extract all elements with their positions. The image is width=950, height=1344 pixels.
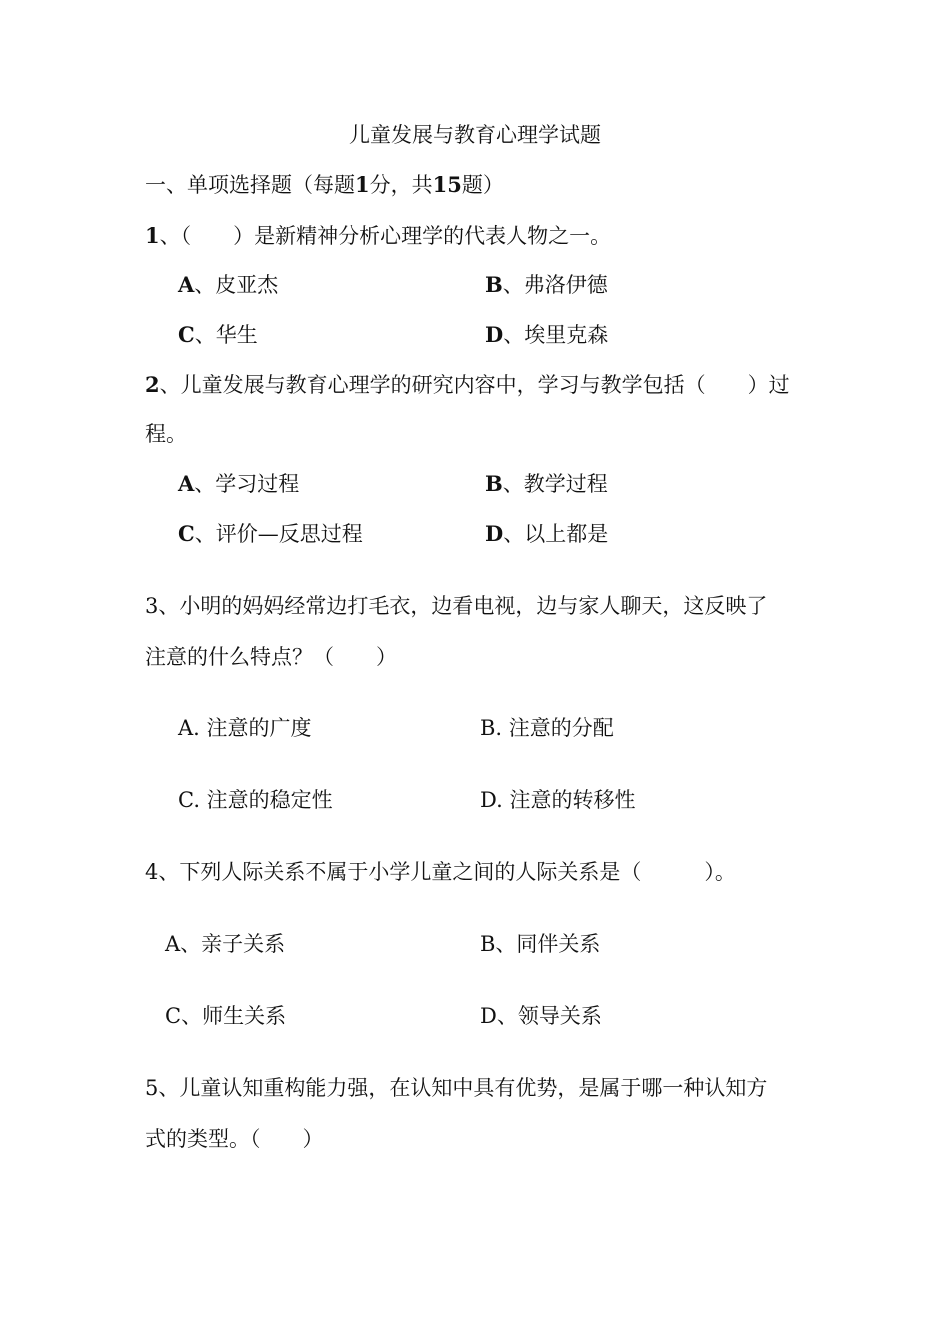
q1-option-d: D、埃里克森 [485,322,609,347]
q2-option-c: C、评价—反思过程 [178,521,363,546]
q1-option-b: B、弗洛伊德 [485,272,608,297]
question-5-line-2: 式的类型。（ ） [145,1127,324,1151]
section-heading: 一、单项选择题（每题1分，共15题） [145,172,504,197]
q4-option-b: B、同伴关系 [480,932,601,956]
question-3-line-1: 3、小明的妈妈经常边打毛衣，边看电视，边与家人聊天，这反映了 [145,594,768,618]
question-4: 4、下列人际关系不属于小学儿童之间的人际关系是（ ）。 [145,860,736,884]
question-2-line-2: 程。 [145,422,187,446]
q3-option-a: A. 注意的广度 [178,716,312,740]
question-3-line-2: 注意的什么特点？（ ） [145,645,397,669]
q4-option-c: C、师生关系 [165,1004,287,1028]
q2-option-d: D、以上都是 [485,521,609,546]
q2-option-b: B、教学过程 [485,471,608,496]
q3-option-b: B. 注意的分配 [480,716,614,740]
page-title: 儿童发展与教育心理学试题 [349,123,601,147]
q4-option-d: D、领导关系 [480,1004,602,1028]
q1-option-c: C、华生 [178,322,258,347]
question-2-line-1: 2、儿童发展与教育心理学的研究内容中，学习与教学包括（ ）过 [145,372,790,397]
q2-option-a: A、学习过程 [178,471,300,496]
q3-option-c: C. 注意的稳定性 [178,788,333,812]
q4-option-a: A、亲子关系 [165,932,286,956]
q3-option-d: D. 注意的转移性 [480,788,636,812]
question-1: 1、（ ）是新精神分析心理学的代表人物之一。 [145,223,612,248]
q1-option-a: A、皮亚杰 [178,272,279,297]
question-5-line-1: 5、儿童认知重构能力强，在认知中具有优势，是属于哪一种认知方 [145,1076,768,1100]
